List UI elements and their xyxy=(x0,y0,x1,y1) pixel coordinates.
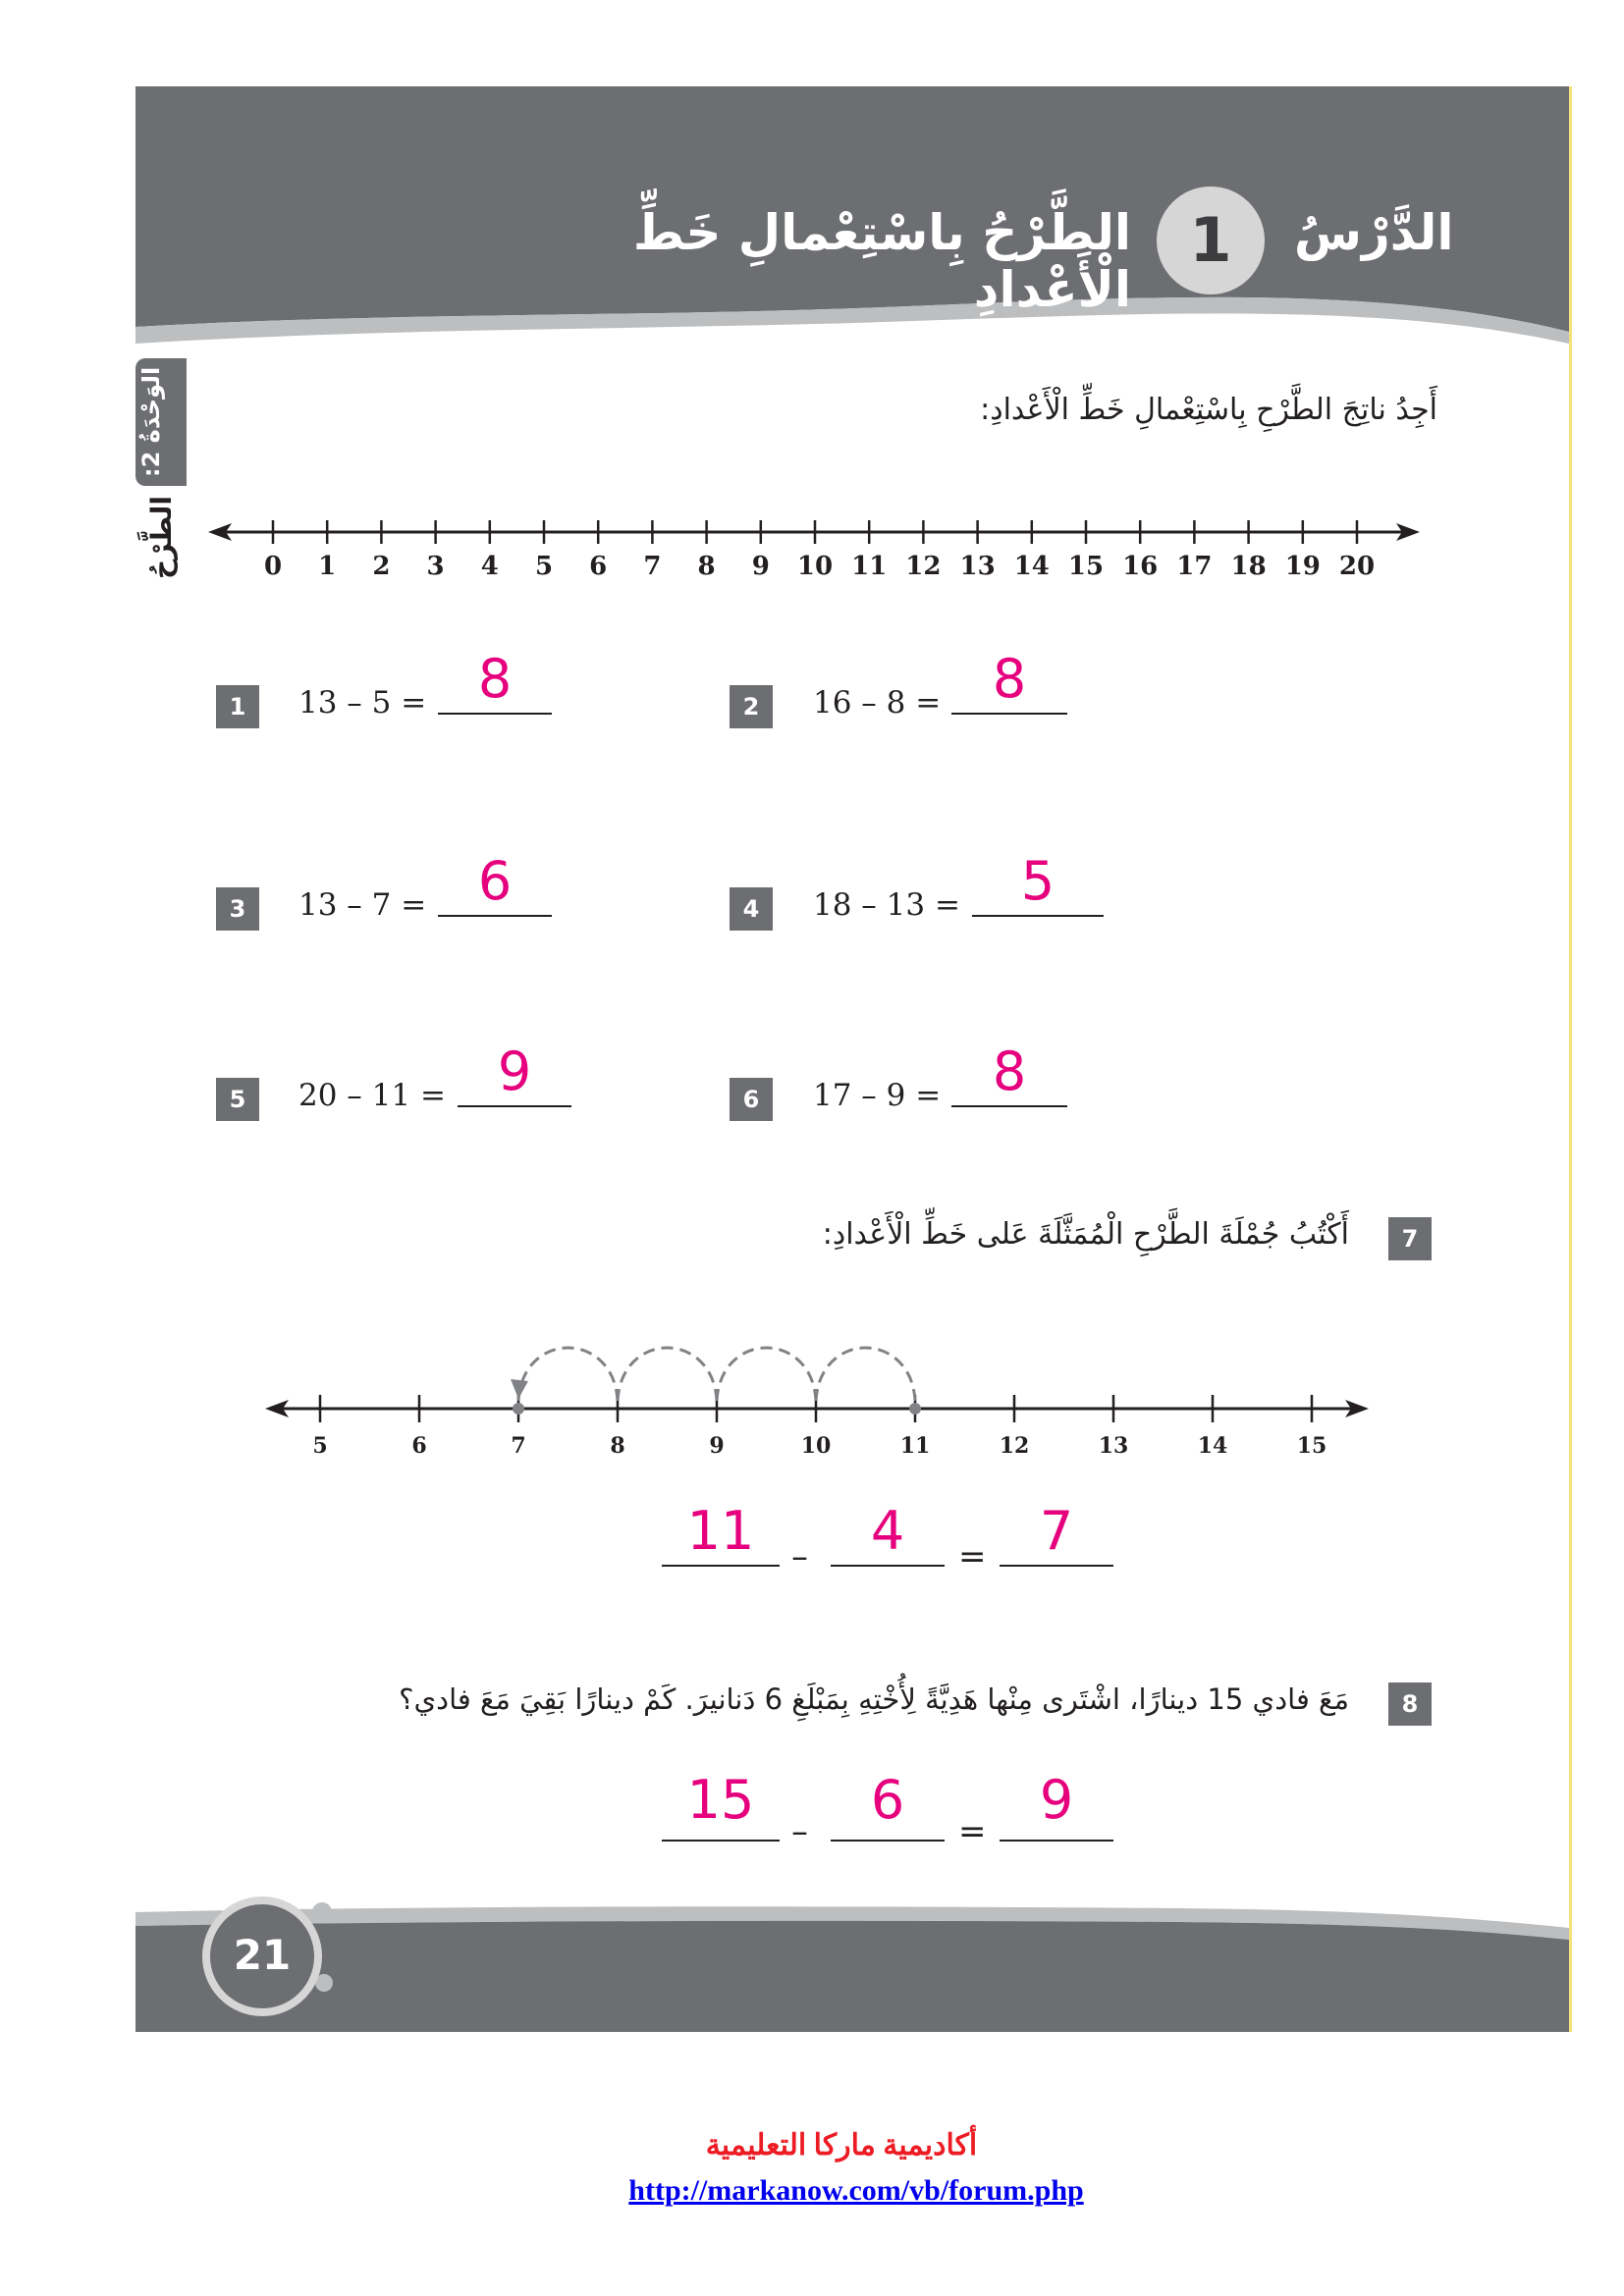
part1-instruction: أَجِدُ ناتِجَ الطَّرْحِ بِاسْتِعْمالِ خَطِّ الْأَعْدادِ: xyxy=(980,393,1437,427)
tick-label-15: 15 xyxy=(1067,552,1105,579)
tick-label-7: 7 xyxy=(511,1433,526,1459)
tick-label-8: 8 xyxy=(610,1433,625,1459)
tick-label-13: 13 xyxy=(959,552,996,579)
tick-label-10: 10 xyxy=(800,1433,832,1459)
lesson-title: الطَّرْحُ بِاسْتِعْمالِ خَطِّ الْأَعْدادِ xyxy=(632,204,1131,318)
exercise-3-answer: 6 xyxy=(477,850,513,912)
q7-answer-line-c xyxy=(1000,1565,1113,1567)
tick-label-6: 6 xyxy=(589,552,608,579)
tick-label-17: 17 xyxy=(1176,552,1213,579)
tick-label-11: 11 xyxy=(851,552,888,579)
exercise-6-expression: 17 – 9 = xyxy=(813,1078,942,1113)
exercise-3-badge: 3 xyxy=(216,887,259,931)
q7-answer-c: 7 xyxy=(1039,1500,1074,1562)
q8-answer-c: 9 xyxy=(1039,1769,1074,1831)
jump-arc xyxy=(618,1348,717,1401)
exercise-6-answer: 8 xyxy=(992,1041,1027,1102)
unit-tab-label: الوَحْدَةُ 2: xyxy=(137,366,165,478)
tick-label-14: 14 xyxy=(1013,552,1050,579)
q7-minus: – xyxy=(791,1537,808,1576)
tick-label-9: 9 xyxy=(751,552,770,579)
q7-answer-line-b xyxy=(831,1565,945,1567)
jump-arc xyxy=(717,1348,816,1401)
tick-label-0: 0 xyxy=(263,552,283,579)
exercise-1-answer: 8 xyxy=(477,648,513,710)
q8-equals: = xyxy=(958,1812,987,1851)
exercise-5-answer: 9 xyxy=(497,1041,532,1102)
exercise-4-badge: 4 xyxy=(730,887,773,931)
q8-answer-line-c xyxy=(1000,1840,1113,1842)
tick-label-8: 8 xyxy=(697,552,716,579)
q7-answer-line-a xyxy=(662,1565,780,1567)
question-8-badge: 8 xyxy=(1388,1682,1432,1726)
tick-label-4: 4 xyxy=(480,552,499,579)
exercise-1-answer-line xyxy=(438,713,552,715)
tick-label-15: 15 xyxy=(1296,1433,1327,1459)
exercise-6-answer-line xyxy=(951,1105,1067,1107)
lesson-word: الدَّرْسُ xyxy=(1294,204,1454,261)
jump-arc xyxy=(518,1348,618,1401)
q8-answer-a: 15 xyxy=(686,1769,755,1831)
tick-label-13: 13 xyxy=(1098,1433,1129,1459)
jump-arc xyxy=(816,1348,915,1401)
lesson-number: 1 xyxy=(1189,204,1232,276)
page-number: 21 xyxy=(202,1896,322,2016)
q8-answer-line-b xyxy=(831,1840,945,1842)
start-point xyxy=(909,1403,921,1415)
unit-subject: الطَّرْحُ xyxy=(145,496,178,579)
exercise-3-answer-line xyxy=(438,915,552,917)
arrow-head-icon xyxy=(511,1379,528,1399)
end-point xyxy=(513,1403,524,1415)
exercise-1-expression: 13 – 5 = xyxy=(298,685,427,721)
question-8-instruction: مَعَ فادي 15 دينارًا، اشْتَرى مِنْها هَدِيَّةً لِأُخْتِهِ بِمَبْلَغِ 6 دَنانيرَ. كَمْ دينارًا بَقِيَ مَعَ فادي؟ xyxy=(399,1682,1349,1716)
exercise-4-answer: 5 xyxy=(1020,850,1056,912)
exercise-4-answer-line xyxy=(972,915,1104,917)
tick-label-1: 1 xyxy=(318,552,337,579)
tick-label-10: 10 xyxy=(796,552,834,579)
exercise-2-expression: 16 – 8 = xyxy=(813,685,942,721)
q8-answer-line-a xyxy=(662,1840,780,1842)
number-line-0-20 xyxy=(206,510,1424,579)
tick-label-18: 18 xyxy=(1230,552,1267,579)
exercise-6-badge: 6 xyxy=(730,1078,773,1121)
tick-label-3: 3 xyxy=(426,552,445,579)
q8-minus: – xyxy=(791,1812,808,1851)
tick-label-6: 6 xyxy=(411,1433,427,1459)
tick-label-20: 20 xyxy=(1338,552,1376,579)
exercise-2-answer: 8 xyxy=(992,648,1027,710)
q8-answer-b: 6 xyxy=(870,1769,905,1831)
tick-label-19: 19 xyxy=(1284,552,1321,579)
question-7-badge: 7 xyxy=(1388,1217,1432,1260)
exercise-2-badge: 2 xyxy=(730,685,773,728)
tick-label-14: 14 xyxy=(1197,1433,1228,1459)
tick-label-9: 9 xyxy=(709,1433,725,1459)
exercise-3-expression: 13 – 7 = xyxy=(298,887,427,923)
exercise-5-answer-line xyxy=(458,1105,571,1107)
q7-answer-b: 4 xyxy=(870,1500,905,1562)
exercise-2-answer-line xyxy=(951,713,1067,715)
footer-url-link[interactable]: http://markanow.com/vb/forum.php xyxy=(628,2174,1084,2207)
q7-answer-a: 11 xyxy=(686,1500,755,1562)
question-7-instruction: أَكْتُبُ جُمْلَةَ الطَّرْحِ الْمُمَثَّلَةَ عَلى خَطِّ الْأَعْدادِ: xyxy=(822,1217,1349,1252)
tick-label-12: 12 xyxy=(905,552,942,579)
footer-academy-name: أكاديمية ماركا التعليمية xyxy=(705,2129,978,2162)
tick-label-11: 11 xyxy=(899,1433,931,1459)
tick-label-12: 12 xyxy=(999,1433,1030,1459)
tick-label-16: 16 xyxy=(1122,552,1159,579)
exercise-4-expression: 18 – 13 = xyxy=(813,887,960,923)
tick-label-2: 2 xyxy=(372,552,391,579)
number-line-5-15 xyxy=(261,1315,1380,1472)
tick-label-5: 5 xyxy=(312,1433,328,1459)
exercise-1-badge: 1 xyxy=(216,685,259,728)
q7-equals: = xyxy=(958,1537,987,1576)
exercise-5-badge: 5 xyxy=(216,1078,259,1121)
tick-label-7: 7 xyxy=(643,552,662,579)
exercise-5-expression: 20 – 11 = xyxy=(298,1078,446,1113)
tick-label-5: 5 xyxy=(534,552,554,579)
